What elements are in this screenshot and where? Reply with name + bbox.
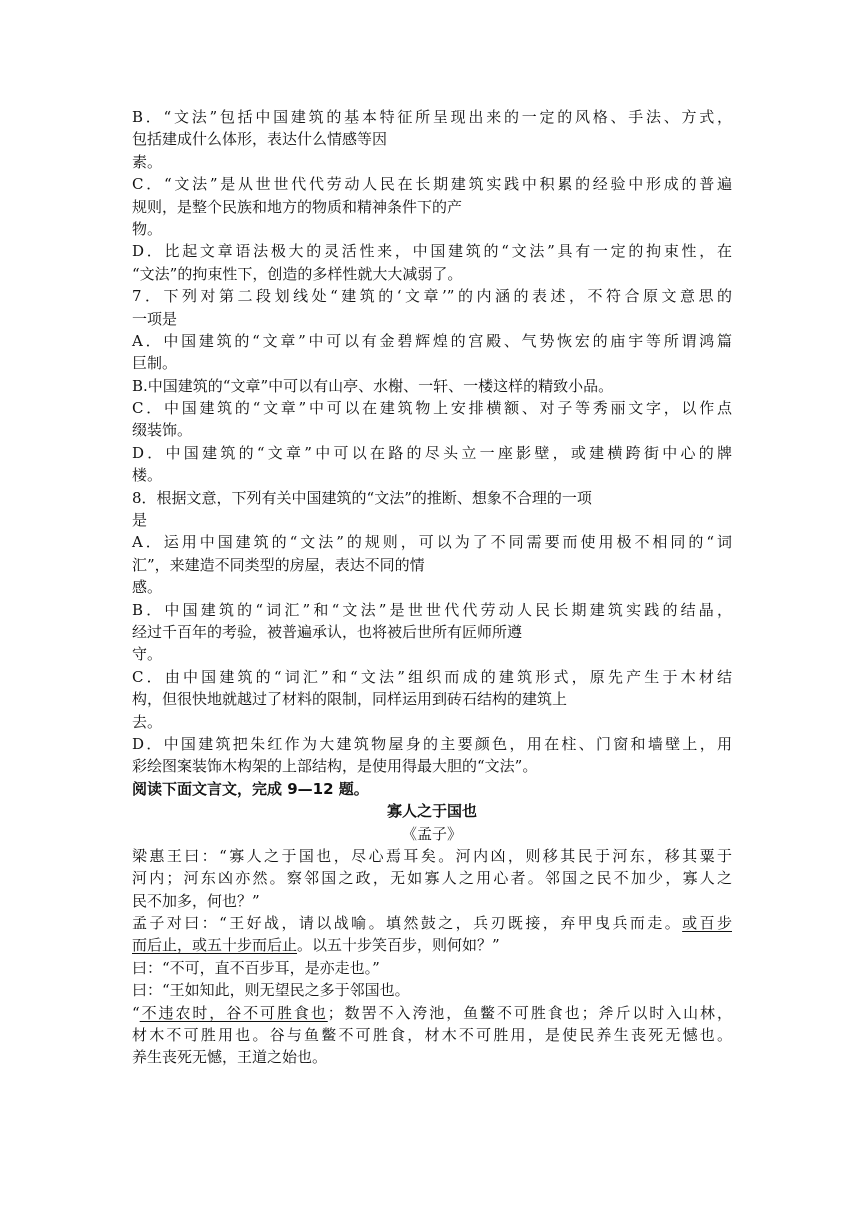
text-segment: “ [132, 1003, 140, 1022]
text-line: 材木不可胜用也。谷与鱼鳖不可胜食，材木不可胜用，是使民养生丧死无憾也。 [132, 1026, 732, 1045]
text-line: 8．根据文意，下列有关中国建筑的“文法”的推断、想象不合理的一项 [132, 488, 592, 507]
text-line: 阅读下面文言文，完成 9—12 题。 [132, 779, 369, 798]
underlined-phrase: 或百步 [682, 914, 732, 933]
text-line: 一项是 [132, 309, 178, 328]
text-line: D．中国建筑的“文章”中可以在路的尽头立一座影壁，或建横跨街中心的牌 [132, 443, 732, 462]
text-segment: 孟子对曰：“王好战，请以战喻。填然鼓之，兵刃既接，弃甲曳兵而走。 [132, 914, 683, 933]
text-line: 养生丧死无憾，王道之始也。 [132, 1048, 328, 1067]
text-line: 守。 [132, 645, 163, 664]
underlined-phrase: 不违农时，谷不可胜食也 [139, 1003, 328, 1022]
text-line: 构，但很快地就越过了材料的限制，同样运用到砖石结构的建筑上 [132, 690, 568, 709]
heading-line: 《孟子》 [401, 824, 462, 843]
text-line: 楼。 [132, 466, 163, 485]
text-line: 河内；河东凶亦然。察邻国之政，无如寡人之用心者。邻国之民不加少，寡人之 [132, 869, 732, 888]
text-line: 感。 [132, 578, 163, 597]
text-line: C．“文法”是从世世代代劳动人民在长期建筑实践中积累的经验中形成的普遍 [132, 175, 732, 194]
text-line: 缀装饰。 [132, 421, 193, 440]
text-line: 物。 [132, 219, 163, 238]
text-line: 素。 [132, 152, 163, 171]
text-line: “文法”的拘束性下，创造的多样性就大大减弱了。 [132, 264, 463, 283]
text-line: A．运用中国建筑的“文法”的规则，可以为了不同需要而使用极不相同的“词 [132, 533, 732, 552]
text-line: 去。 [132, 712, 163, 731]
text-segment: 。以五十步笑百步，则何如？” [297, 936, 500, 955]
underlined-phrase: 而后止，或五十步而后止 [132, 936, 298, 955]
text-line: D．比起文章语法极大的灵活性来，中国建筑的“文法”具有一定的拘束性，在 [132, 242, 732, 261]
text-line [132, 1002, 732, 1024]
text-line: B.中国建筑的“文章”中可以有山亭、水榭、一轩、一楼这样的精致小品。 [132, 376, 614, 395]
text-line: B．中国建筑的“词汇”和“文法”是世世代代劳动人民长期建筑实践的结晶， [132, 600, 732, 619]
text-line: 是 [132, 511, 148, 530]
text-line [132, 934, 732, 956]
text-line: 巨制。 [132, 354, 178, 373]
text-line: A．中国建筑的“文章”中可以有金碧辉煌的宫殿、气势恢宏的庙宇等所谓鸿篇 [132, 331, 732, 350]
text-line: C．中国建筑的“文章”中可以在建筑物上安排横额、对子等秀丽文字，以作点 [132, 399, 732, 418]
text-line: 曰：“不可，直不百步耳，是亦走也。” [132, 958, 380, 977]
text-line: 梁惠王曰：“寡人之于国也，尽心焉耳矣。河内凶，则移其民于河东，移其粟于 [132, 846, 732, 865]
text-line: B．“文法”包括中国建筑的基本特征所呈现出来的一定的风格、手法、方式， [132, 108, 732, 126]
text-line: 彩绘图案装饰木构架的上部结构，是使用得最大胆的“文法”。 [132, 757, 538, 776]
heading-line: 寡人之于国也 [386, 802, 477, 821]
text-line: 汇”，来建造不同类型的房屋，表达不同的情 [132, 555, 425, 574]
text-line: D．中国建筑把朱红作为大建筑物屋身的主要颜色，用在柱、门窗和墙壁上，用 [132, 734, 732, 753]
text-line: 经过千百年的考验，被普遍承认，也将被后世所有匠师所遵 [132, 622, 523, 641]
text-line: 民不加多，何也？” [132, 891, 260, 910]
text-line: 曰：“王如知此，则无望民之多于邻国也。 [132, 981, 410, 1000]
text-line: C．由中国建筑的“词汇”和“文法”组织而成的建筑形式，原先产生于木材结 [132, 667, 732, 686]
text-line: 7．下列对第二段划线处“建筑的‘文章’”的内涵的表述，不符合原文意思的 [132, 287, 732, 306]
text-line: 包括建成什么体形，表达什么情感等因 [132, 130, 388, 149]
document-body [132, 106, 732, 1069]
text-segment: ；数罟不入洿池，鱼鳖不可胜食也；斧斤以时入山林， [327, 1003, 732, 1022]
text-line [132, 912, 732, 934]
text-line: 规则，是整个民族和地方的物质和精神条件下的产 [132, 197, 463, 216]
